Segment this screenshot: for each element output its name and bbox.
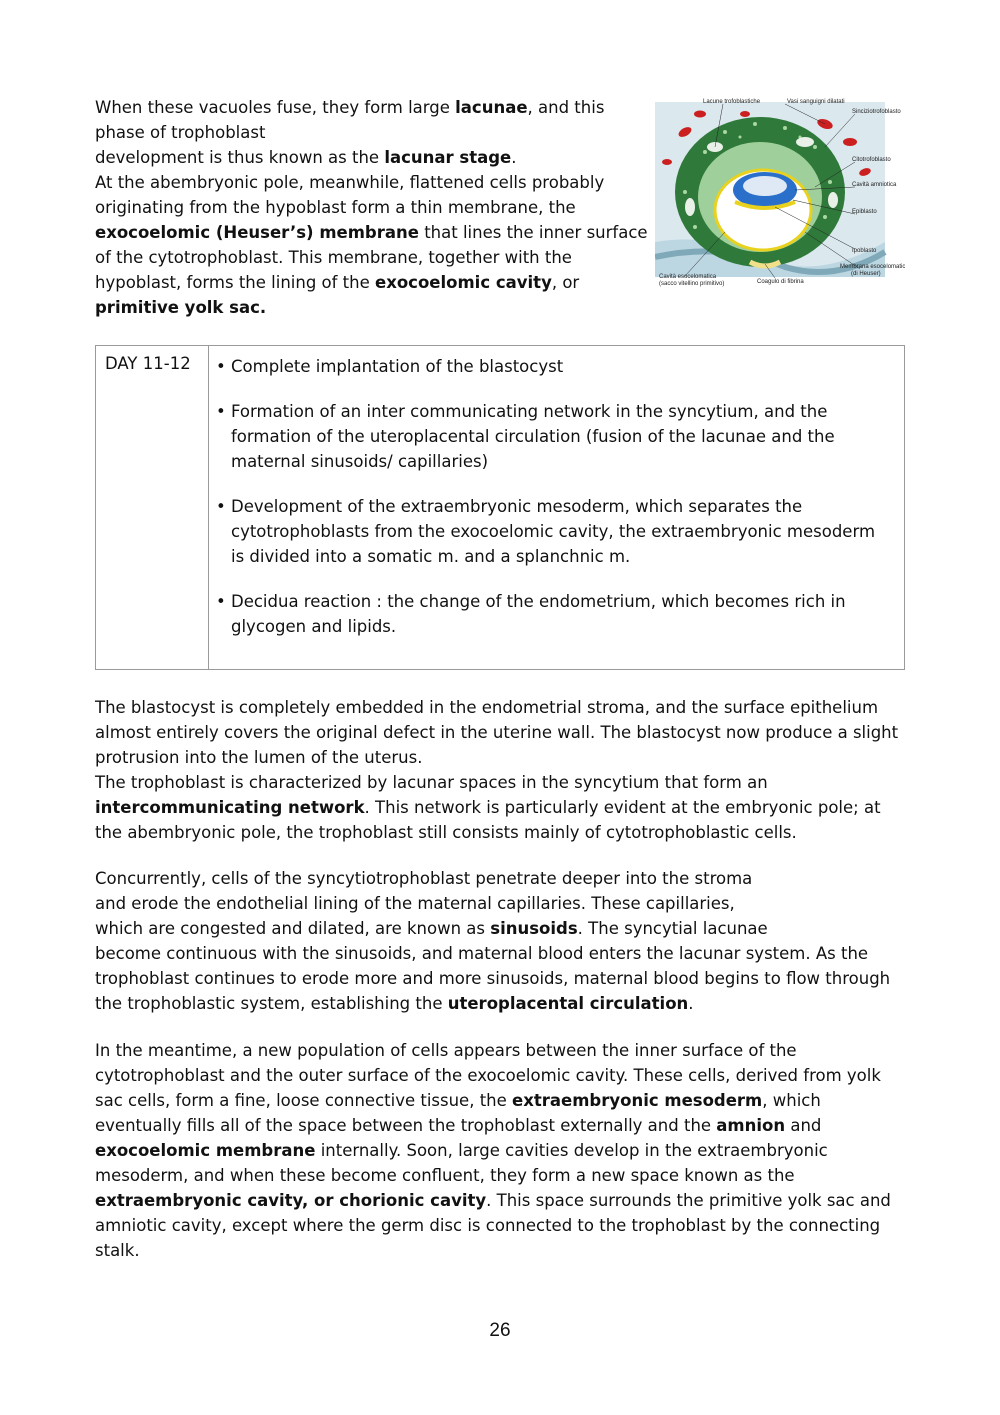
- text-run: and erode the endothelial lining of the maternal capillaries. These capillaries,: [95, 894, 735, 913]
- bold-term: exocoelomic membrane: [95, 1141, 316, 1160]
- text-run: and: [785, 1116, 822, 1135]
- event-text: Complete implantation of the blastocyst: [231, 357, 564, 376]
- text-run: , which eventually fills all of the space between the trophoblast externally and the: [95, 1091, 821, 1135]
- bold-term: exocoelomic cavity: [375, 273, 552, 292]
- bold-term: sinusoids: [490, 919, 578, 938]
- text-run: .: [688, 994, 694, 1013]
- text-run: , or: [551, 273, 580, 292]
- page-number: 26: [489, 1320, 511, 1341]
- day-table: [95, 345, 905, 670]
- text-run: When these vacuoles fuse, they form large: [95, 98, 456, 117]
- bold-term: uteroplacental circulation: [447, 994, 689, 1013]
- label-membrana: Membrana esocelomatica: [840, 264, 905, 270]
- paragraph-sinusoids: [95, 866, 905, 1016]
- day-label-cell: DAY 11-12: [96, 346, 209, 669]
- event-item: [216, 354, 886, 379]
- text-run: The blastocyst is completely embedded in the endometrial stroma, and the surface epithelium almost entirely covers the original defect in the uterine wall. The blastocyst now produce a slight protrusion into the lumen of the uterus.: [95, 698, 899, 767]
- implantation-figure: [655, 92, 905, 292]
- event-list: [216, 354, 886, 659]
- event-item: [216, 494, 886, 569]
- event-item: [216, 399, 886, 474]
- bullet-icon: •: [216, 402, 226, 421]
- text-run: , and this phase of trophoblast: [95, 98, 605, 142]
- text-run: become continuous with the sinusoids, and maternal blood enters the lacunar system. As the trophoblast continues to erode more and more sinusoids, maternal blood begins to flow through the trophoblastic system, establishing the: [95, 944, 891, 1013]
- bold-term: primitive yolk sac.: [95, 298, 267, 317]
- bullet-icon: •: [216, 497, 226, 516]
- paragraph-embedding: [95, 695, 905, 845]
- text-run: Concurrently, cells of the syncytiotrophoblast penetrate deeper into the stroma: [95, 869, 753, 888]
- event-text: Formation of an inter communicating network in the syncytium, and the formation of the uteroplacental circulation (fusion of the lacunae and the maternal sinusoids/ capillaries): [231, 402, 835, 471]
- label-cavita: Cavità esocelomatica: [659, 274, 717, 280]
- label-vasi: Vasi sanguigni dilatati: [787, 99, 845, 105]
- label-ipoblasto: Ipoblasto: [852, 248, 877, 254]
- text-run: .: [511, 148, 517, 167]
- bold-term: lacunae: [455, 98, 528, 117]
- bold-term: amnion: [716, 1116, 786, 1135]
- bold-term: exocoelomic (Heuser’s) membrane: [95, 223, 419, 242]
- text-run: . The syncytial lacunae: [577, 919, 768, 938]
- text-run: which are congested and dilated, are known as: [95, 919, 491, 938]
- event-text: Development of the extraembryonic mesoderm, which separates the cytotrophoblasts from the exocoelomic cavity, the extraembryonic mesoderm is divided into a somatic m. and a splanchnic m.: [231, 497, 876, 566]
- label-cito: Citotrofoblasto: [852, 157, 891, 163]
- text-run: internally. Soon, large cavities develop in the extraembryonic mesoderm, and when these become confluent, they form a new space known as the: [95, 1141, 828, 1185]
- label-amniotica: Cavità amniotica: [852, 182, 897, 188]
- text-run: . This network is particularly evident at the embryonic pole; at the abembryonic pole, the trophoblast still consists mainly of cytotrophoblastic cells.: [95, 798, 881, 842]
- label-membrana-heuser: (di Heuser): [851, 271, 881, 277]
- bold-term: lacunar stage: [384, 148, 512, 167]
- blastocyst-diagram-image: [655, 92, 905, 292]
- text-run: At the abembryonic pole, meanwhile, flattened cells probably originating from the hypoblast form a thin membrane, the: [95, 173, 605, 217]
- bold-term: intercommunicating network: [95, 798, 365, 817]
- bullet-icon: •: [216, 357, 226, 376]
- bold-term: extraembryonic mesoderm: [512, 1091, 763, 1110]
- paragraph-extraembryonic: [95, 1038, 905, 1263]
- label-epiblasto: Epiblasto: [852, 209, 877, 215]
- text-run: The trophoblast is characterized by lacunar spaces in the syncytium that form an: [95, 773, 768, 792]
- intro-paragraph: [95, 95, 650, 320]
- text-run: In the meantime, a new population of cells appears between the inner surface of the cytotrophoblast and the outer surface of the exocoelomic cavity. These cells, derived from yolk sac cells, form a fine, loose connective tissue, the: [95, 1041, 881, 1110]
- label-coagulo: Coagulo di fibrina: [757, 279, 804, 285]
- text-run: . This space surrounds the primitive yolk sac and amniotic cavity, except where the germ disc is connected to the trophoblast by the connecting stalk.: [95, 1191, 891, 1260]
- bold-term: extraembryonic cavity, or chorionic cavity: [95, 1191, 487, 1210]
- label-cavita-sacco: (sacco vitellino primitivo): [659, 281, 725, 287]
- label-sincizio: Sinciziotrofoblasto: [852, 109, 901, 115]
- text-run: that lines the inner surface of the cytotrophoblast. This membrane, together with the hypoblast, forms the lining of the: [95, 223, 648, 292]
- text-run: development is thus known as the: [95, 148, 385, 167]
- bullet-icon: •: [216, 592, 226, 611]
- event-text: Decidua reaction : the change of the endometrium, which becomes rich in glycogen and lipids.: [231, 592, 846, 636]
- label-lacune: Lacune trofoblastiche: [703, 99, 761, 105]
- event-item: [216, 589, 886, 639]
